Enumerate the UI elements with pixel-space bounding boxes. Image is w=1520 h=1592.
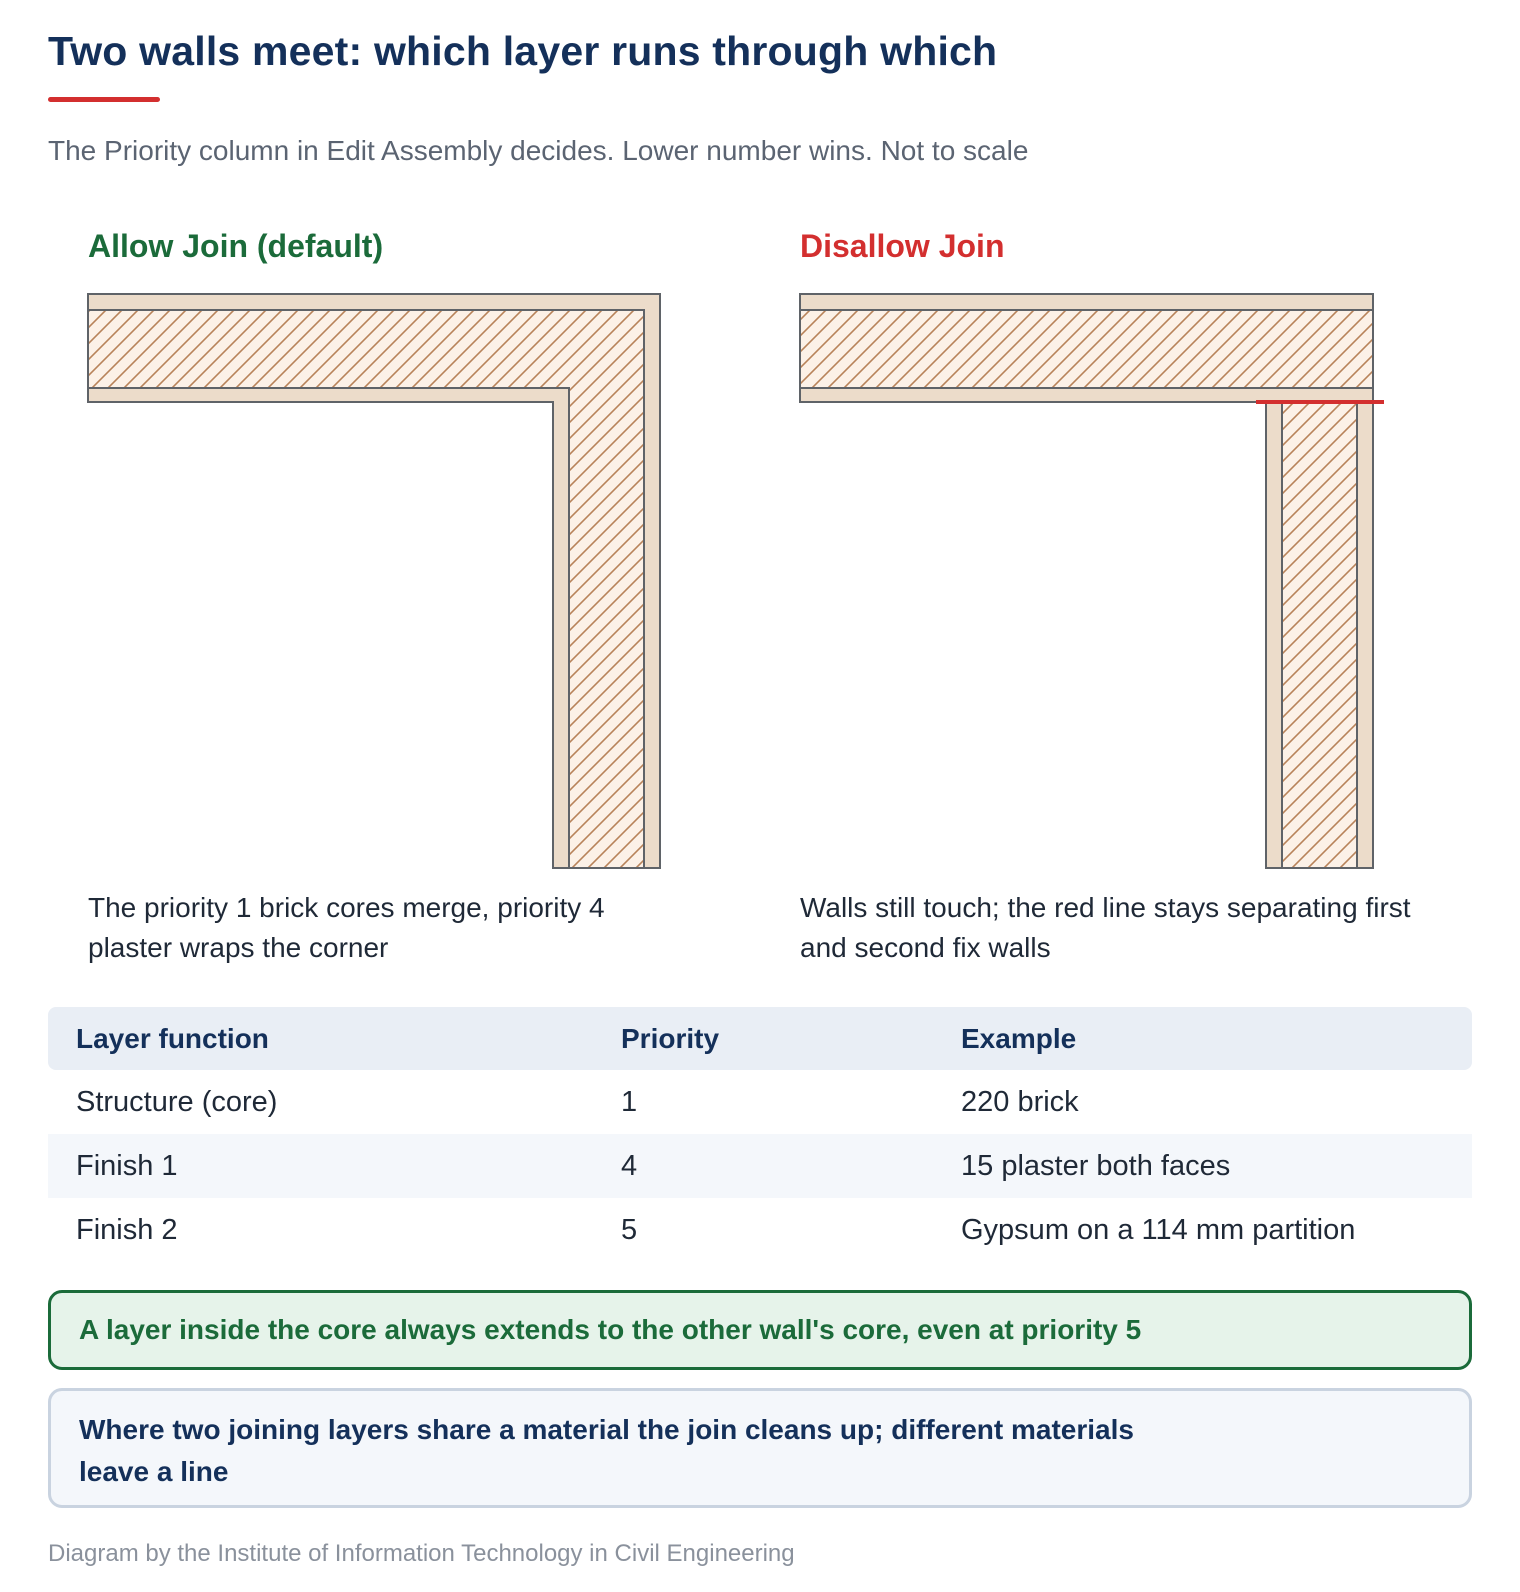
cell-example: 15 plaster both faces (961, 1149, 1231, 1182)
disallow-join-vertical-wall (1266, 402, 1373, 868)
disallow-join-caption: Walls still touch; the red line stays separating first and second fix walls (800, 892, 1411, 963)
page-title: Two walls meet: which layer runs through which (48, 28, 998, 74)
cell-layer-function: Finish 1 (76, 1149, 178, 1182)
diagram-credit: Diagram by the Institute of Information Technology in Civil Engineering (48, 1540, 795, 1567)
disallow-vertical-brick-core (1282, 402, 1357, 868)
title-underline (48, 97, 160, 102)
cell-priority: 5 (621, 1213, 638, 1246)
page-subtitle: The Priority column in Edit Assembly decides. Lower number wins. Not to scale (48, 135, 1029, 166)
disallow-join-horizontal-wall (800, 294, 1373, 402)
cell-layer-function: Finish 2 (76, 1213, 178, 1246)
layer-priority-table (48, 1007, 1472, 1262)
cell-priority: 1 (621, 1085, 638, 1118)
cell-layer-function: Structure (core) (76, 1085, 278, 1118)
core-rule-note: A layer inside the core always extends to the other wall's core, even at priority 5 (48, 1290, 1472, 1370)
allow-join-wall (88, 294, 660, 868)
table-row (48, 1198, 1472, 1262)
table-header (48, 1007, 1472, 1070)
table-row (48, 1134, 1472, 1198)
disallow-join-heading: Disallow Join (800, 228, 1005, 264)
cell-example: 220 brick (961, 1085, 1079, 1118)
cell-example: Gypsum on a 114 mm partition (961, 1213, 1356, 1246)
allow-join-heading: Allow Join (default) (88, 228, 384, 264)
allow-join-caption: The priority 1 brick cores merge, priority 4 plaster wraps the corner (88, 892, 605, 963)
wall-join-diagrams (0, 280, 1520, 880)
header-layer-function: Layer function (76, 1022, 269, 1054)
disallow-horizontal-brick-core (800, 310, 1373, 388)
table-row (48, 1070, 1472, 1134)
header-example: Example (961, 1022, 1077, 1054)
material-rule-note: Where two joining layers share a material the join cleans up; different materials leave a line (48, 1388, 1472, 1508)
header-priority: Priority (621, 1022, 720, 1054)
cell-priority: 4 (621, 1149, 638, 1182)
